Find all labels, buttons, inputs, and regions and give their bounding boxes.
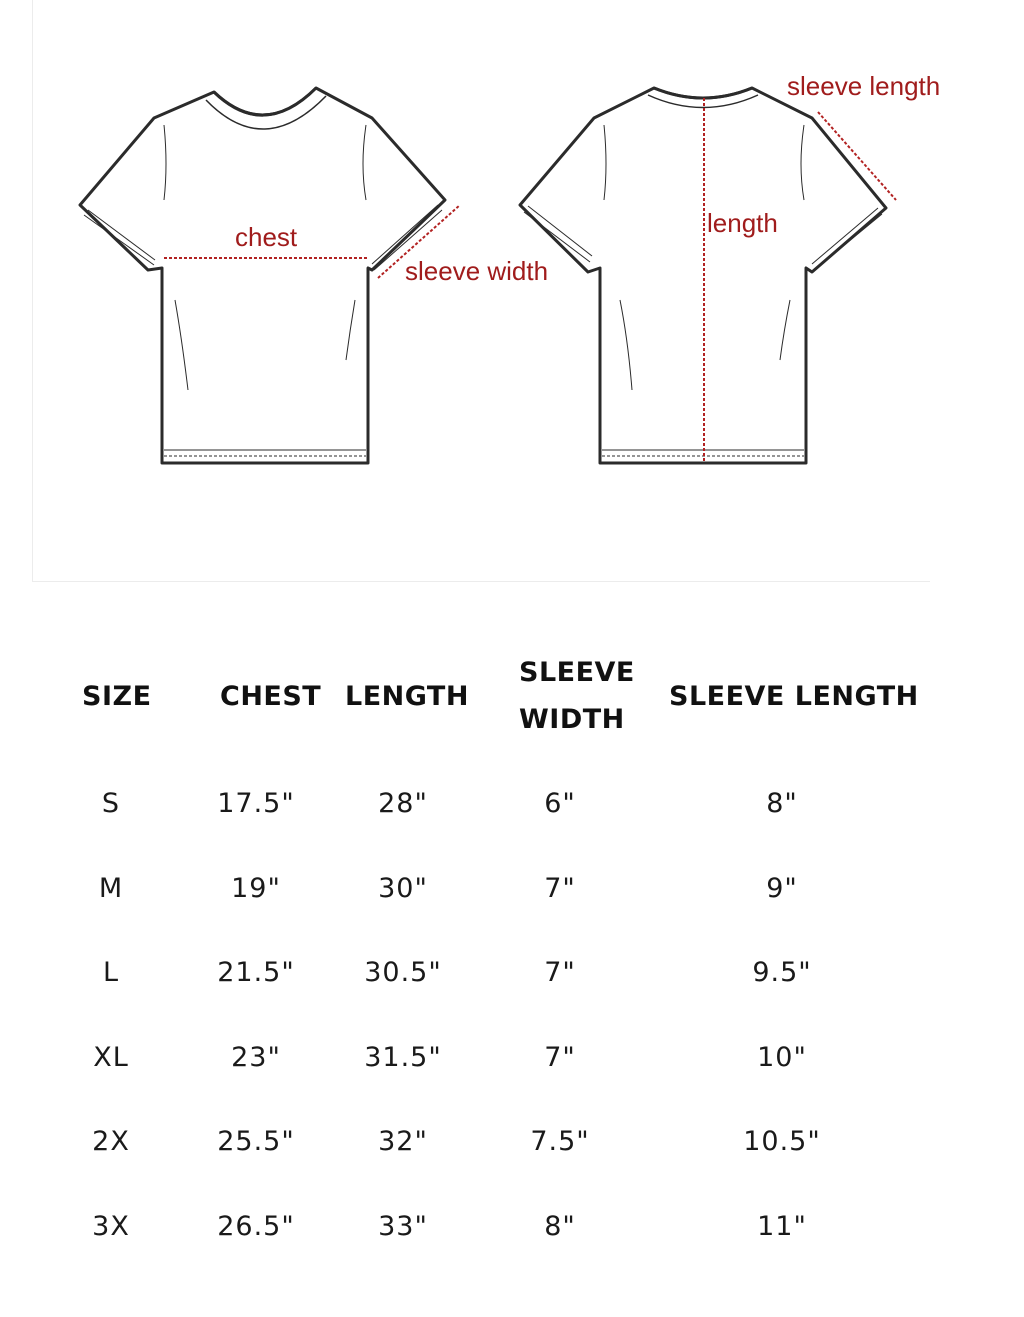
cell-size: 2X	[92, 1126, 130, 1157]
cell-sleeve-length: 11"	[757, 1210, 807, 1242]
cell-chest: 21.5"	[217, 957, 295, 988]
cell-length: 32"	[378, 1126, 428, 1157]
cell-sleeve-width: 6"	[544, 788, 576, 819]
cell-size: 3X	[92, 1210, 130, 1242]
cell-length: 31.5"	[364, 1041, 442, 1073]
cell-size: M	[98, 872, 124, 904]
cell-length: 33"	[378, 1210, 428, 1242]
cell-length: 28"	[378, 788, 428, 819]
chest-label: chest	[235, 222, 298, 252]
sleeve-length-label: sleeve length	[787, 71, 941, 101]
header-length: LENGTH	[345, 681, 469, 712]
cell-chest: 26.5"	[217, 1210, 295, 1242]
cell-sleeve-length: 10.5"	[743, 1126, 821, 1157]
length-label: length	[707, 208, 778, 238]
header-sleeve-width-line1: SLEEVE	[519, 657, 635, 688]
cell-sleeve-width: 7"	[544, 957, 576, 988]
header-sleeve-length: SLEEVE LENGTH	[669, 681, 919, 712]
cell-sleeve-width: 7.5"	[530, 1126, 590, 1157]
cell-size: S	[101, 788, 121, 819]
header-chest: CHEST	[220, 681, 322, 712]
tshirt-measurement-diagram	[0, 0, 1024, 600]
cell-sleeve-length: 9.5"	[752, 957, 812, 988]
cell-chest: 19"	[231, 872, 281, 904]
cell-size: L	[102, 957, 120, 988]
sleeve-width-label: sleeve width	[405, 256, 549, 286]
cell-length: 30"	[378, 872, 428, 904]
tshirt-front-illustration	[80, 88, 445, 463]
cell-sleeve-length: 10"	[757, 1041, 807, 1073]
cell-sleeve-width: 7"	[544, 1041, 576, 1073]
cell-length: 30.5"	[364, 957, 442, 988]
cell-chest: 25.5"	[217, 1126, 295, 1157]
cell-sleeve-length: 8"	[766, 788, 798, 819]
header-sleeve-width-line2: WIDTH	[519, 704, 625, 735]
cell-size: XL	[93, 1041, 129, 1073]
cell-chest: 23"	[231, 1041, 281, 1073]
header-size: SIZE	[82, 681, 152, 712]
cell-sleeve-length: 9"	[766, 872, 798, 904]
cell-sleeve-width: 7"	[544, 872, 576, 904]
cell-sleeve-width: 8"	[544, 1210, 576, 1242]
cell-chest: 17.5"	[217, 788, 295, 819]
